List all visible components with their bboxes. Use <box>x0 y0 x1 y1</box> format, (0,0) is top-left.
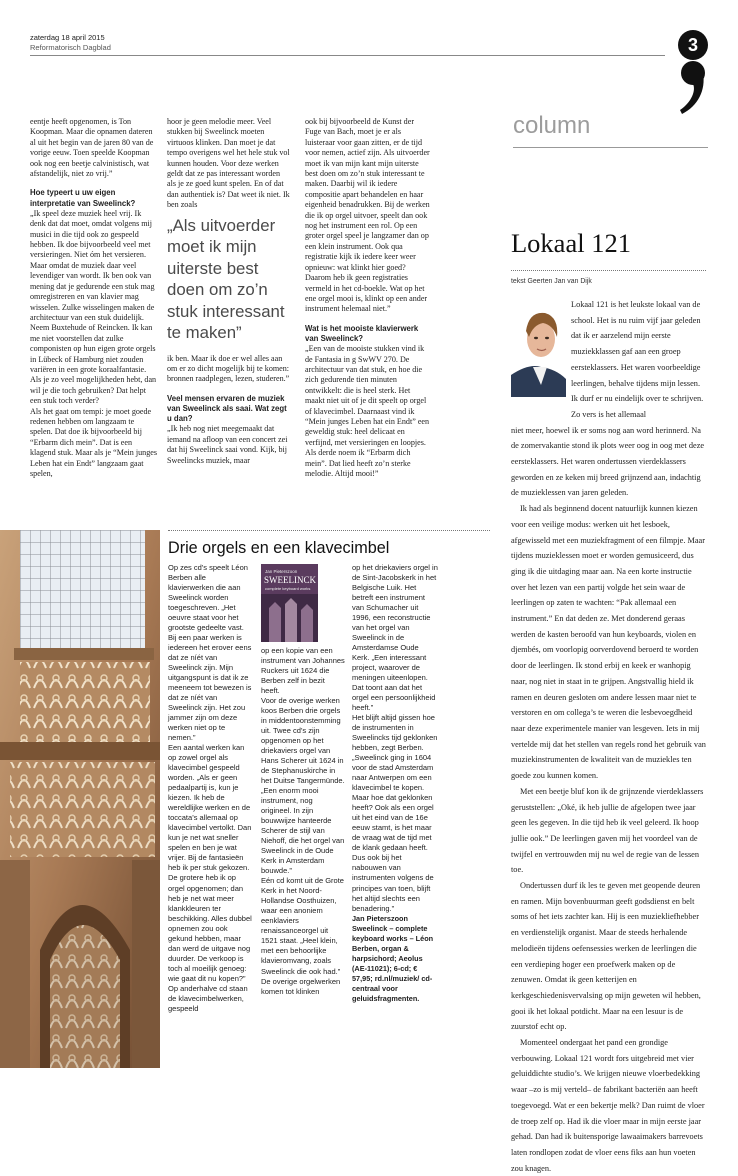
sidebar-paragraph: op het driekaviers orgel in de Sint-Jacobskerk in het Belgische Luik. Het betreft een instrument van Schumacher uit 1996, een reconstructie van het orgel van Sweelinck in de Amsterdamse Oude Kerk. „Een interessant project, waarover de meningen uiteenlopen. Dat toont aan dat het orgel een persoonlijkheid heeft.” <box>352 563 438 713</box>
column-paragraph <box>511 297 707 423</box>
cd-cover-title: SWEELINCK <box>264 575 316 585</box>
pull-quote: „Als uitvoerder moet ik mijn uiterste best doen om zo’n stuk interessant te maken” <box>167 215 285 343</box>
column-title: Lokaal 121 <box>511 228 631 258</box>
interview-paragraph: ook bij bijvoorbeeld de Kunst der Fuge van Bach, moet je er als luisteraar voor gaan zitten, er de tijd voor nemen, actief zijn. Als uitvoerder moet ik van mijn kant mijn uiterste best doen om zo’n stuk interessant te maken. Daarbij wil ik iedere compositie apart behandelen en haar eigenheid benadrukken. Bij de werken die ik op orgel uitvoer, speelt dan ook nog het instrument een rol. Op een groter orgel speel je langzamer dan op een klein instrument. Ook qua registratie kijk ik iedere keer weer opnieuw: wat klinkt hier goed? Daarom heb ik geen registraties vermeld in het cd-boekle. Wat op het ene orgel mooi is, klinkt op een ander instrument helemaal niet.” <box>305 117 430 314</box>
sidebar-column-1 <box>168 563 252 1014</box>
interview-paragraph: hoor je geen melodie meer. Veel stukken bij Sweelinck moeten virtuoos klinken. Dan moet je dat tempo overigens wel het hele stuk vol kunnen houden. Voor deze werken geldt dat ze pas interessant worden als je ze goed kunt spelen. En of dat dan authentiek is? Dat weet ik niet. Ik ben zoals <box>167 117 290 210</box>
interview-column-1 <box>30 117 158 479</box>
interview-paragraph: eentje heeft opgenomen, is Ton Koopman. Maar die opnamen dateren al uit het begin van de jaren 80 van de vorige eeuw. Toen speelde Koopman ook nog een beetje calvinistisch, wat afstandelijk, niet zo vrij.” <box>30 117 154 179</box>
interview-paragraph: „Ik speel deze muziek heel vrij. Ik denk dat dat moet, omdat volgens mij musici in die tijd ook zo gespeeld hebben. Ik doe bijvoorbeeld veel met versieringen. Niet óm het versieren. Maar omdat de muziek daar veel levendiger van wordt. Ik ben ook van mening dat je gedurende een stuk mag omregistreren en van klavier mag wisselen. Zulke wisselingen maken de architectuur van een stuk duidelijk. Neem Buxtehude of Reincken. Ik kan me niet voorstellen dat zulke componisten op hun eigen grote orgels in Lübeck of Hamburg niet zouden variëren in een grote koraalfantasie. Als je zo veel mogelijkheden hebt, dan wil je die toch gebruiken? Dat helpt een stuk toch verder? <box>30 208 157 406</box>
newspaper-name: Reformatorisch Dagblad <box>30 43 111 52</box>
cd-cover-subtitle: complete keyboard works <box>265 586 311 591</box>
sidebar-headline: Drie orgels en een klavecimbel <box>168 539 390 557</box>
column-paragraph: Momenteel ondergaat het pand een grondige verbouwing. Lokaal 121 wordt fors uitgebreid met vier geluiddichte studio’s. We krijgen nieuwe vloerbedekking waar –zo is mij verteld– de fabrikant bacteriën aan heeft toegevoegd. Wat er een bekertje melk? Dan ruimt de vloer de troep zelf op. Had ik die vloer maar in mijn eerste jaar gehad. Dan had ik buitensporige lawaaimakers barrevoets laten rondlopen zodat de vloer eens fiks aan hun voeten zou knagen. <box>511 1038 705 1173</box>
issue-date: zaterdag 18 april 2015 <box>30 33 105 42</box>
sidebar-paragraph: Het blijft altijd gissen hoe de instrumenten in Sweelincks tijd geklonken hebben, zegt Berben. „Sweelinck ging in 1604 voor de stad Amsterdam naar Antwerpen om een klavecimbel te kopen. Maar hoe dat geklonken heeft? Ook als een orgel uit het eind van de 16e eeuw stamt, is het maar de vraag wat de tijd met de klank gedaan heeft. Dus ook bij het nabouwen van instrumenten volgens de principes van toen, blijft het altijd slechts een benadering.” <box>352 713 438 913</box>
sidebar-column-2 <box>261 646 345 997</box>
sidebar-paragraph: op een kopie van een instrument van Johannes Ruckers uit 1624 die Berben zelf in bezit heeft. <box>261 646 345 696</box>
interview-column-3 <box>305 117 430 479</box>
interview-question: Wat is het mooiste klavierwerk van Sweelinck? <box>305 323 419 343</box>
column-body <box>511 297 707 1176</box>
sidebar-column-3-text <box>352 563 438 914</box>
interview-paragraph: „Een van de mooiste stukken vind ik de Fantasia in g SwWV 270. De architectuur van dat stuk, en hoe die zich gedurende tien minuten ontwikkelt: die is heel sterk. Het maakt niet uit of je dit speelt op orgel of klavecimbel. Daarnaast vind ik “Mein junges Leben hat ein Endt” een geweldig stuk: heel delicaat en verfijnd, met versieringen en loopjes. Als derde noem ik “Erbarm dich mein”. Dat lied heeft zo’n sterke melodie. Altijd mooi!” <box>305 344 430 478</box>
page-number-badge: 3 <box>678 30 708 60</box>
header-rule <box>30 55 665 56</box>
cd-cover-top-line: Jan Pieterszoon <box>265 569 298 574</box>
interview-question: Veel mensen ervaren de muziek van Sweelinck als saai. Wat zegt u dan? <box>167 393 287 424</box>
cd-cover-image <box>261 564 318 642</box>
sidebar-paragraph: Voor de overige werken koos Berben drie orgels in middentoonstemming uit. Twee cd’s zijn opgenomen op het driekaviers orgel van Hans Scherer uit 1624 in de Stephanuskirche in het Duitse Tangermünde. „Een enorm mooi instrument, nog origineel. In zijn bouwwijze hanteerde Scherer de stijl van Niehoff, die het orgel van Sweelinck in de Oude Kerk in Amsterdam bouwde.” <box>261 696 345 876</box>
sidebar-paragraph: Eén cd komt uit de Grote Kerk in het Noord-Hollandse Oosthuizen, waar een anoniem eenklaviers renaissanceorgel uit 1521 staat. „Heel klein, met een behoorlijke klavieromvang, zoals Sweelinck die ook had.” <box>261 876 344 976</box>
column-paragraph: Ik had als beginnend docent natuurlijk kunnen kiezen voor een veilige modus: werken uit het lesboek, afgewisseld met een muziekfragment of een filmpje. Maar tijdens muzieklessen moet er worden gemusiceerd, dus ging ik die uitdaging maar aan. Na een korte instructie over het lezen van een partij volgde het sein waar de leerlingen op zaten te wachten: “Pak allemaal een instrument.” En dat deden ze. Met donderend geraas werden de kasten beroofd van hun keyboards, violen en djembés, om voorlopig oorverdovend beroerd te worden door de leerlingen. Ik stond erbij en keek er wanhopig naar, nog niet in staat in te grijpen. Angstvallig hield ik ramen en deuren gesloten om andere lessen maar niet te verstoren en om collega’s te weren die lesbevoegdheid naar deze experimentele manier van lesgeven. Iets in mij vertelde mij dat het stellen van regels rond het gebruik van muziekinstrumenten de kwaliteit van de muziekles ten goede zou kunnen komen. <box>511 504 706 781</box>
sidebar-paragraph: Een aantal werken kan op zowel orgel als klavecimbel gespeeld worden. „Als er geen pedaalpartij is, kun je kiezen. Ik heb de wereldlijke werken en de toccata’s allemaal op klavecimbel vertolkt. Dan kun je net wat sneller spelen en ben je wat vrijer. Bij de fantasieën heb ik per stuk gekozen. De grotere heb ik op orgel opgenomen; dan heb je net wat meer klankkleuren ter beschikking. Alles dubbel opnemen zou ook gekund hebben, maar dan werd de uitgave nog duurder. De verkoop is toch al moeilijk genoeg: wie gaat dit nu kopen?” Op anderhalve cd staan de klavecimbelwerken, gespeeld <box>168 743 252 1013</box>
interview-column-2 <box>167 117 291 466</box>
column-paragraph-1-lead: Lokaal 121 is het leukste lokaal van de school. Het is nu ruim vijf jaar geleden dat ik er aarzelend mijn eerste muziekklassen gaf aan een groep eersteklassers. Het waren voorbeeldige leerlingen, behalve tijdens mijn lessen. Ik durf er nu eindelijk over te schrijven. Zo vers is het allemaal <box>571 300 704 419</box>
church-interior-photo <box>0 530 160 1068</box>
column-paragraph <box>511 423 707 502</box>
sidebar-paragraph: Op zes cd’s speelt Léon Berben alle klavierwerken die aan Sweelinck worden toegeschreven. „Het oeuvre staat voor het grootste gedeelte vast. Bij een paar werken is iedereen het erover eens dat ze níét van Sweelinck zijn. Mijn uitgangspunt is dat ik ze meeneem tot bewezen is dat ze níét van Sweelinck zijn. Het zou jammer zijn om deze werken niet op te nemen.” <box>168 563 252 743</box>
column-paragraph-1-rest: niet meer, hoewel ik er soms nog aan word herinnerd. Na de zomervakantie stond ik plots weer oog in oog met deze eersteklassers. Het waren ondertussen vierdeklassers geworden en ze keken mij breed grijnzend aan, indachtig de muzieklessen van jaren geleden. <box>511 425 705 498</box>
column-title-rule <box>511 270 706 271</box>
comma-logo-icon <box>676 58 712 118</box>
column-paragraph: Ondertussen durf ik les te geven met geopende deuren en ramen. Mijn bovenbuurman geeft godsdienst en belt soms of het iets zachter kan. Hij is een muziekliefhebber en verdienstelijk organist. Maar de steeds herhalende melodieën tijdens oefensessies werken de leerlingen die een verdieping hoger een proefwerk maken op de zenuwen. Omdat ik geen ketterijen en kerkgeschiedenisvervalsing op mijn geweten wil hebben, gooi ik het lokaal potdicht. Maar na een lesuur is de zuurstof echt op. <box>511 881 701 1032</box>
column-byline: tekst Geerten Jan van Dijk <box>511 278 592 285</box>
interview-column-2-bottom <box>167 354 291 466</box>
sidebar-column-3 <box>352 563 438 1004</box>
interview-column-2-top <box>167 117 291 211</box>
interview-question: Hoe typeert u uw eigen interpretatie van Sweelinck? <box>30 188 136 208</box>
interview-paragraph: Als het gaat om tempi: je moet goede redenen hebben om langzaam te spelen. Dat doe ik bijvoorbeeld bij “Erbarm dich mein”. Dat is een klagend stuk. Maar als je “Mein junges Leben hat ein Endt” langzaam gaat spelen, <box>30 406 157 478</box>
interview-paragraph: „Ik heb nog niet meegemaakt dat iemand na afloop van een concert zei dat hij Sweelinck saai vond. Kijk, bij Sweelincks muziek, maar <box>167 424 288 465</box>
sidebar-top-rule <box>168 530 490 531</box>
cd-caption: Jan Pieterszoon Sweelinck – complete keyboard works – Léon Berben, organ & harpsichord; Aeolus (AE-11021); 6-cd; € 57,95; rd.nl/muziek/ cd-centraal voor geluidsfragmenten. <box>352 913 434 1003</box>
column-section-label: column <box>513 112 591 139</box>
sidebar-paragraph: De overige orgelwerken komen tot klinken <box>261 976 341 996</box>
column-label-rule <box>513 147 708 148</box>
column-paragraph: Met een beetje bluf kon ik de grijnzende vierdeklassers geruststellen: „Oké, ik heb jullie de afgelopen twee jaar geen les gegeven. In die tijd heb ik veel geleerd. Ik hoop jullie ook.” De leerlingen gaven mij het voordeel van de twijfel en vertrouwden mij nu wel de regie van de lessen toe. <box>511 786 704 875</box>
interview-paragraph: ik ben. Maar ik doe er wel alles aan om er zo dicht mogelijk bij te komen: bronnen raadplegen, lezen, studeren.” <box>167 353 290 384</box>
